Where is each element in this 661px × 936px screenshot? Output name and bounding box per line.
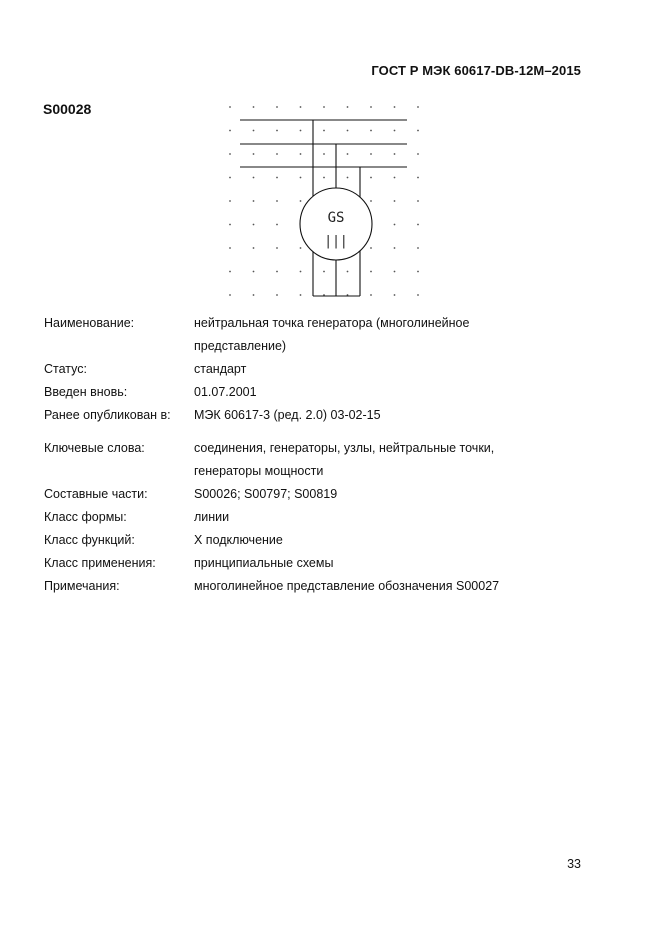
grid-dot <box>394 224 396 226</box>
generator-label: GS <box>327 210 345 226</box>
property-value-line: соединения, генераторы, узлы, нейтральные точки, <box>194 441 495 455</box>
grid-dot <box>229 294 231 296</box>
property-value-line: нейтральная точка генератора (многолинейное <box>194 316 470 330</box>
grid-dot <box>276 130 278 132</box>
grid-dot <box>229 106 231 108</box>
property-value <box>194 381 534 404</box>
grid-dot <box>276 224 278 226</box>
property-value-line: стандарт <box>194 362 247 376</box>
grid-dot <box>417 106 419 108</box>
grid-dot <box>323 130 325 132</box>
grid-dot <box>394 271 396 273</box>
grid-dot <box>394 200 396 202</box>
grid-dot <box>370 153 372 155</box>
three-phase-marks: ||| <box>324 234 348 249</box>
grid-dot <box>323 177 325 179</box>
grid-dot <box>370 106 372 108</box>
grid-dot <box>276 294 278 296</box>
grid-dot <box>253 177 255 179</box>
property-value-line: X подключение <box>194 533 283 547</box>
grid-dot <box>300 106 302 108</box>
grid-dot <box>253 294 255 296</box>
grid-dot <box>370 247 372 249</box>
property-value-line: многолинейное представление обозначения S00027 <box>194 579 500 593</box>
grid-dot <box>229 177 231 179</box>
grid-dot <box>253 224 255 226</box>
grid-dot <box>300 271 302 273</box>
property-value <box>194 437 534 483</box>
property-value <box>194 552 534 575</box>
property-value <box>194 506 534 529</box>
grid-dot <box>229 271 231 273</box>
property-label: Класс формы: <box>44 510 127 524</box>
grid-dot <box>347 153 349 155</box>
symbol-diagram <box>224 102 424 312</box>
grid-dot <box>253 247 255 249</box>
property-value <box>194 529 534 552</box>
property-value-line: 01.07.2001 <box>194 385 257 399</box>
grid-dot <box>253 271 255 273</box>
grid-dot <box>323 271 325 273</box>
symbol-code: S00028 <box>43 101 92 117</box>
grid-dot <box>417 200 419 202</box>
grid-dot <box>229 224 231 226</box>
grid-dot <box>276 153 278 155</box>
grid-dot <box>370 130 372 132</box>
grid-dot <box>300 130 302 132</box>
grid-dot <box>394 294 396 296</box>
grid-dot <box>394 130 396 132</box>
grid-dot <box>229 200 231 202</box>
property-label: Класс функций: <box>44 533 135 547</box>
grid-dot <box>300 294 302 296</box>
property-value-line: генераторы мощности <box>194 464 324 478</box>
grid-dot <box>347 106 349 108</box>
property-value <box>194 483 534 506</box>
property-label: Составные части: <box>44 487 148 501</box>
grid-dot <box>253 130 255 132</box>
grid-dot <box>276 247 278 249</box>
property-value <box>194 312 534 358</box>
grid-dot <box>253 200 255 202</box>
grid-dot <box>417 224 419 226</box>
grid-dot <box>347 271 349 273</box>
grid-dot <box>394 153 396 155</box>
grid-dot <box>394 177 396 179</box>
page-number: 33 <box>567 857 581 871</box>
grid-dot <box>370 200 372 202</box>
property-value-line: линии <box>194 510 230 524</box>
property-label: Наименование: <box>44 316 135 330</box>
grid-dot <box>300 153 302 155</box>
grid-dot <box>253 106 255 108</box>
grid-dot <box>417 130 419 132</box>
property-label: Введен вновь: <box>44 385 128 399</box>
grid-dot <box>300 247 302 249</box>
grid-dot <box>229 153 231 155</box>
property-label: Класс применения: <box>44 556 156 570</box>
grid-dot <box>229 247 231 249</box>
grid-dot <box>370 294 372 296</box>
grid-dot <box>417 271 419 273</box>
property-value-line: МЭК 60617-3 (ред. 2.0) 03-02-15 <box>194 408 381 422</box>
property-label: Примечания: <box>44 579 120 593</box>
grid-dot <box>276 177 278 179</box>
grid-dot <box>300 177 302 179</box>
grid-dot <box>347 130 349 132</box>
grid-dot <box>417 153 419 155</box>
grid-dot <box>394 106 396 108</box>
grid-dot <box>323 106 325 108</box>
grid-dot <box>417 294 419 296</box>
grid-dot <box>347 177 349 179</box>
grid-dot <box>276 271 278 273</box>
property-value <box>194 358 534 381</box>
grid-dot <box>370 177 372 179</box>
grid-dot <box>370 271 372 273</box>
property-label: Ключевые слова: <box>44 441 145 455</box>
property-label: Статус: <box>44 362 87 376</box>
grid-dot <box>276 200 278 202</box>
property-value-line: принципиальные схемы <box>194 556 334 570</box>
grid-dot <box>300 200 302 202</box>
grid-dot <box>253 153 255 155</box>
grid-dot <box>417 177 419 179</box>
document-standard-header: ГОСТ Р МЭК 60617-DB-12M–2015 <box>371 63 581 78</box>
property-value-line: S00026; S00797; S00819 <box>194 487 338 501</box>
property-value <box>194 575 534 598</box>
property-value-line: представление) <box>194 339 287 353</box>
grid-dot <box>417 247 419 249</box>
grid-dot <box>394 247 396 249</box>
grid-dot <box>229 130 231 132</box>
property-value <box>194 404 534 427</box>
grid-dot <box>276 106 278 108</box>
property-label: Ранее опубликован в: <box>44 408 171 422</box>
grid-dot <box>323 153 325 155</box>
